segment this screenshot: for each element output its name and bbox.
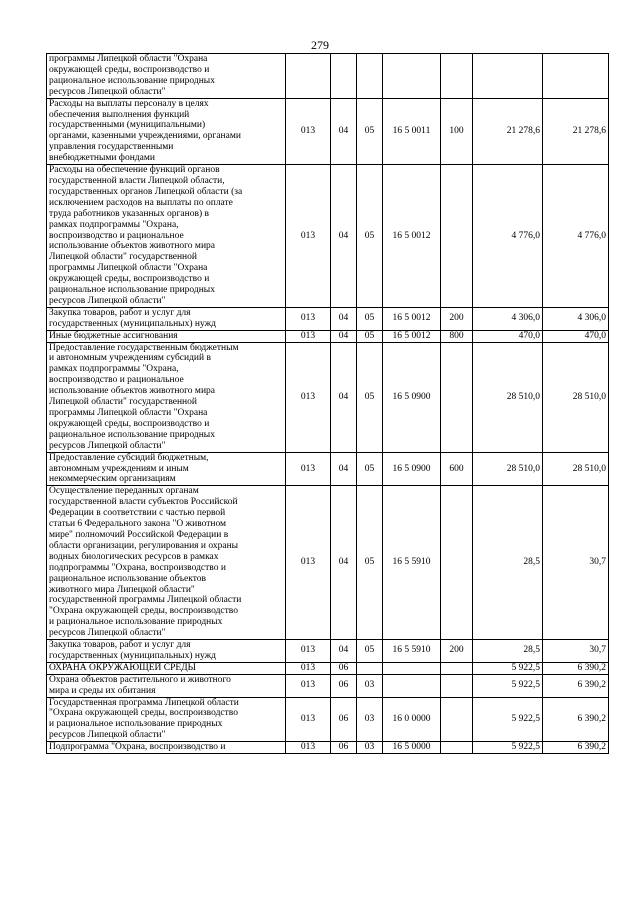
cell-sum-1: 28 510,0	[473, 342, 543, 452]
table-row	[47, 307, 609, 330]
cell-sum-2: 6 390,2	[543, 674, 609, 697]
table-row	[47, 452, 609, 486]
cell-vr	[441, 674, 473, 697]
cell-rz: 06	[331, 742, 357, 754]
description-line: "Охрана окружающей среды, воспроизводство	[49, 708, 238, 719]
description-line: программы Липецкой области "Охрана	[49, 54, 208, 64]
description-line: и рациональное использование природных	[49, 617, 223, 628]
cell-vr: 800	[441, 330, 473, 342]
description-line: ресурсов Липецкой области"	[49, 86, 166, 97]
cell-vr: 100	[441, 98, 473, 164]
cell-pr: 05	[357, 486, 383, 640]
description-line: "Охрана окружающей среды, воспроизводство	[49, 606, 238, 617]
cell-csr: 16 5 5910	[383, 486, 441, 640]
cell-sum-1: 28,5	[473, 640, 543, 663]
cell-rz: 04	[331, 640, 357, 663]
cell-ved: 013	[286, 165, 331, 308]
cell-sum-2: 6 390,2	[543, 742, 609, 754]
cell-vr: 600	[441, 452, 473, 486]
cell-description	[47, 307, 286, 330]
cell-description	[47, 674, 286, 697]
cell-pr: 05	[357, 330, 383, 342]
cell-vr	[441, 486, 473, 640]
description-line: Подпрограмма "Охрана, воспроизводство и	[49, 742, 226, 753]
cell-sum-1: 28 510,0	[473, 452, 543, 486]
cell-vr	[441, 742, 473, 754]
description-line: труда работников указанных органов) в	[49, 208, 209, 219]
description-line: Расходы на выплаты персоналу в целях	[49, 98, 209, 109]
cell-description	[47, 452, 286, 486]
cell-ved: 013	[286, 307, 331, 330]
table-row	[47, 165, 609, 308]
cell-sum-2: 28 510,0	[543, 452, 609, 486]
cell-csr: 16 5 0900	[383, 452, 441, 486]
table-row	[47, 342, 609, 452]
table-row	[47, 674, 609, 697]
cell-csr: 16 5 0012	[383, 165, 441, 308]
cell-sum-2	[543, 54, 609, 99]
cell-rz: 04	[331, 342, 357, 452]
description-line: государственной власти Липецкой области,	[49, 175, 225, 186]
cell-rz: 04	[331, 98, 357, 164]
description-line: Предоставление субсидий бюджетным,	[49, 452, 209, 463]
cell-sum-2: 30,7	[543, 640, 609, 663]
description-line: подпрограммы "Охрана, воспроизводство и	[49, 562, 226, 573]
description-line: рациональное использование природных	[49, 429, 215, 440]
cell-sum-2: 470,0	[543, 330, 609, 342]
description-line: окружающей среды, воспроизводство и	[49, 274, 210, 285]
cell-ved: 013	[286, 662, 331, 674]
cell-ved: 013	[286, 742, 331, 754]
cell-ved: 013	[286, 452, 331, 486]
cell-csr: 16 5 0012	[383, 307, 441, 330]
description-line: статьи 6 Федерального закона "О животном	[49, 519, 227, 530]
description-line: животного мира Липецкой области"	[49, 584, 195, 595]
description-line: ресурсов Липецкой области"	[49, 730, 166, 741]
cell-sum-1: 28,5	[473, 486, 543, 640]
cell-sum-1: 21 278,6	[473, 98, 543, 164]
cell-sum-2: 4 306,0	[543, 307, 609, 330]
cell-pr	[357, 662, 383, 674]
cell-ved: 013	[286, 342, 331, 452]
description-line: Иные бюджетные ассигнования	[49, 330, 178, 341]
cell-sum-1	[473, 54, 543, 99]
description-line: и автономным учреждениям субсидий в	[49, 353, 211, 364]
description-line: государственных (муниципальных) нужд	[49, 650, 216, 661]
cell-sum-2: 21 278,6	[543, 98, 609, 164]
cell-rz: 04	[331, 330, 357, 342]
description-line: государственных (муниципальных) нужд	[49, 318, 216, 329]
page-number: 279	[311, 38, 329, 52]
cell-rz: 06	[331, 697, 357, 742]
cell-sum-2: 28 510,0	[543, 342, 609, 452]
cell-vr	[441, 697, 473, 742]
cell-pr: 05	[357, 165, 383, 308]
cell-rz: 04	[331, 486, 357, 640]
cell-description	[47, 342, 286, 452]
description-line: Федерации в соответствии с частью первой	[49, 508, 226, 519]
cell-description	[47, 662, 286, 674]
description-line: программы Липецкой области "Охрана	[49, 263, 208, 274]
cell-sum-1: 470,0	[473, 330, 543, 342]
table-row	[47, 742, 609, 754]
description-line: использование объектов животного мира	[49, 241, 215, 252]
description-line: ресурсов Липецкой области"	[49, 440, 166, 451]
cell-description	[47, 697, 286, 742]
description-line: программы Липецкой области "Охрана	[49, 408, 208, 418]
cell-csr: 16 5 0000	[383, 742, 441, 754]
cell-rz: 06	[331, 662, 357, 674]
cell-vr: 200	[441, 640, 473, 663]
cell-csr	[383, 662, 441, 674]
description-line: рамках подпрограммы "Охрана,	[49, 219, 179, 230]
cell-ved: 013	[286, 640, 331, 663]
table-row	[47, 697, 609, 742]
description-line: государственными (муниципальными)	[49, 120, 206, 131]
cell-vr	[441, 54, 473, 99]
description-line: государственных органов Липецкой области (за	[49, 186, 243, 197]
cell-description	[47, 330, 286, 342]
description-line: Государственная программа Липецкой области	[49, 697, 239, 708]
description-line: Закупка товаров, работ и услуг для	[49, 640, 191, 651]
description-line: ОХРАНА ОКРУЖАЮЩЕЙ СРЕДЫ	[49, 662, 196, 673]
table-row	[47, 662, 609, 674]
description-line: автономным учреждениям и иным	[49, 463, 189, 474]
cell-vr	[441, 342, 473, 452]
cell-ved: 013	[286, 98, 331, 164]
cell-pr: 05	[357, 307, 383, 330]
cell-description	[47, 165, 286, 308]
cell-rz: 04	[331, 165, 357, 308]
cell-vr	[441, 165, 473, 308]
description-line: Осуществление переданных органам	[49, 486, 199, 497]
cell-vr: 200	[441, 307, 473, 330]
description-line: ресурсов Липецкой области"	[49, 295, 166, 306]
table-row	[47, 330, 609, 342]
description-line: управления государственными	[49, 142, 174, 153]
cell-description	[47, 640, 286, 663]
description-line: государственной программы Липецкой области	[49, 595, 242, 606]
budget-table-body	[47, 54, 609, 754]
cell-csr	[383, 674, 441, 697]
cell-pr: 05	[357, 452, 383, 486]
description-line: рациональное использование природных	[49, 285, 215, 296]
cell-sum-1: 5 922,5	[473, 742, 543, 754]
description-line: Закупка товаров, работ и услуг для	[49, 307, 191, 318]
cell-pr: 05	[357, 342, 383, 452]
cell-pr: 03	[357, 674, 383, 697]
cell-description	[47, 742, 286, 754]
description-line: и рациональное использование природных	[49, 719, 223, 730]
description-line: исключением расходов на выплаты по оплате	[49, 197, 233, 208]
cell-description	[47, 98, 286, 164]
description-line: мира и среды их обитания	[49, 685, 156, 696]
cell-ved: 013	[286, 697, 331, 742]
description-line: рациональное использование природных	[49, 75, 215, 86]
description-line: обеспечения выполнения функций	[49, 109, 190, 120]
cell-ved: 013	[286, 674, 331, 697]
description-line: Липецкой области" государственной	[49, 252, 197, 263]
cell-pr: 03	[357, 742, 383, 754]
description-line: органами, казенными учреждениями, органами	[49, 131, 241, 142]
cell-sum-1: 5 922,5	[473, 674, 543, 697]
description-line: государственной власти субъектов Российской	[49, 497, 238, 508]
cell-pr: 03	[357, 697, 383, 742]
description-line: рациональное использование объектов	[49, 573, 206, 584]
cell-vr	[441, 662, 473, 674]
description-line: мире" полномочий Российской Федерации в	[49, 529, 229, 540]
description-line: Охрана объектов растительного и животного	[49, 674, 231, 685]
cell-sum-2: 6 390,2	[543, 662, 609, 674]
cell-sum-2: 4 776,0	[543, 165, 609, 308]
description-line: рамках подпрограммы "Охрана,	[49, 364, 179, 375]
cell-pr	[357, 54, 383, 99]
cell-sum-1: 5 922,5	[473, 662, 543, 674]
table-row	[47, 640, 609, 663]
cell-csr: 16 5 0900	[383, 342, 441, 452]
cell-ved	[286, 54, 331, 99]
cell-csr: 16 5 5910	[383, 640, 441, 663]
cell-rz: 06	[331, 674, 357, 697]
cell-sum-1: 4 306,0	[473, 307, 543, 330]
cell-description	[47, 486, 286, 640]
cell-ved: 013	[286, 330, 331, 342]
description-line: Липецкой области" государственной	[49, 397, 197, 408]
description-line: окружающей среды, воспроизводство и	[49, 418, 210, 429]
description-line: водных биологических ресурсов в рамках	[49, 551, 219, 562]
cell-csr	[383, 54, 441, 99]
cell-description	[47, 54, 286, 99]
cell-csr: 16 5 0011	[383, 98, 441, 164]
description-line: Расходы на обеспечение функций органов	[49, 165, 220, 176]
description-line: Предоставление государственным бюджетным	[49, 342, 239, 353]
description-line: воспроизводство и рациональное	[49, 375, 184, 386]
cell-ved: 013	[286, 486, 331, 640]
cell-rz: 04	[331, 307, 357, 330]
cell-rz: 04	[331, 452, 357, 486]
description-line: области организации, регулирования и охраны	[49, 540, 239, 551]
cell-pr: 05	[357, 98, 383, 164]
table-row	[47, 54, 609, 99]
table-row	[47, 98, 609, 164]
cell-sum-1: 4 776,0	[473, 165, 543, 308]
description-line: воспроизводство и рациональное	[49, 230, 184, 241]
cell-sum-2: 6 390,2	[543, 697, 609, 742]
description-line: окружающей среды, воспроизводство и	[49, 64, 210, 75]
description-line: внебюджетными фондами	[49, 153, 155, 164]
cell-csr: 16 5 0012	[383, 330, 441, 342]
table-row	[47, 486, 609, 640]
cell-csr: 16 0 0000	[383, 697, 441, 742]
cell-rz	[331, 54, 357, 99]
cell-sum-1: 5 922,5	[473, 697, 543, 742]
description-line: некоммерческим организациям	[49, 474, 176, 485]
description-line: использование объектов животного мира	[49, 386, 215, 397]
cell-pr: 05	[357, 640, 383, 663]
budget-table	[46, 53, 609, 754]
cell-sum-2: 30,7	[543, 486, 609, 640]
description-line: ресурсов Липецкой области"	[49, 628, 166, 639]
